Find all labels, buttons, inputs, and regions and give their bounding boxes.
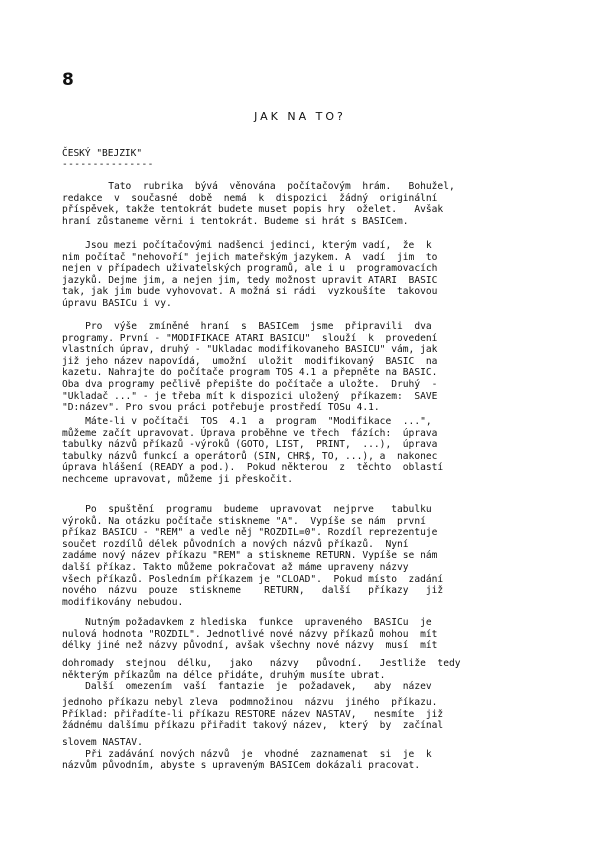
paragraph-length-rule: dohromady stejnou délku, jako názvy původní. Jestliže tedy některým příkazům na délce přidáte, druhým musíte ubrat. Další omezením vaší fantazie je požadavek, aby název (62, 658, 461, 693)
section-underline: --------------- (62, 159, 154, 170)
paragraph-procedure: Po spuštění programu budeme upravovat nejprve tabulku výroků. Na otázku počítače stiskneme "A". Vypíše se nám první příkaz BASICU - "REM" a vedle něj "ROZDIL=0". Rozdíl reprezentuje součet rozdílů délek původních a nových názvů příkazů. Nyní zadáme nový název příkazu "REM" a stiskneme RETURN. Vypíše se nám další příkaz. Takto můžeme pokračovat až máme upraveny názvy všech příkazů. Posledním příkazem je "CLOAD". Pokud místo zadání nového názvu pouze stiskneme RETURN, další příkazy již modifikovány nebudou. (62, 504, 444, 608)
section-heading: ČESKÝ "BEJZIK" (62, 148, 143, 159)
paragraph-requirement: Nutným požadavkem z hlediska funkce upraveného BASICu je nulová hodnota "ROZDIL". Jednotlivé nové názvy příkazů mohou mít délky jiné než názvy původní, avšak všechny nové názvy musí mít (62, 617, 438, 652)
paragraph-intro: Tato rubrika bývá věnována počítačovým hrám. Bohužel, redakce v současné době nemá k dispozici žádný originální příspěvek, takže tentokrát budete muset popis hry oželet. Avšak hraní zůstaneme věrni i tentokrát. Budeme si hrát s BASICem. (62, 181, 455, 227)
paragraph-programs: Pro výše zmíněné hraní s BASICem jsme připravili dva programy. První - "MODIFIKACE ATARI BASICU" slouží k provedení vlastních úprav, druhý - "Ukladac modifikovaneho BASICU" vám, jak již jeho název napovídá, umožní uložit modifikovaný BASIC na kazetu. Nahrajte do počítače program TOS 4.1 a přepněte na BASIC. Oba dva programy pečlivě přepište do počítače a uložte. Druhý - "Ukladač ..." - je třeba mít k dispozici uložený příkazem: SAVE "D:název". Pro svou práci potřebuje prostředí TOSu 4.1. (62, 321, 438, 414)
paragraph-closing: slovem NASTAV. Při zadávání nových názvů je vhodné zaznamenat si je k názvům původním, abyste s upraveným BASICem dokázali pracovat. (62, 737, 432, 772)
page-number: 8 (62, 70, 74, 90)
paragraph-motivation: Jsou mezi počítačovými nadšenci jedinci, kterým vadí, že k nim počítač "nehovoří" jejich mateřským jazykem. A vadí jim to nejen v případech uživatelských programů, ale i u programovacích jazyků. Dejme jim, a nejen jim, tedy možnost upravit ATARI BASIC tak, jak jim bude vyhovovat. A možná si rádi vyzkoušíte takovou úpravu BASICu i vy. (62, 240, 438, 309)
paragraph-prefix-rule: jednoho příkazu nebyl zleva podmnožinou názvu jiného příkazu. Příklad: přiřadíte-li příkazu RESTORE název NASTAV, nesmíte již žádnému dalšímu příkazu přiřadit takový název, který by začínal (62, 697, 444, 732)
article-title: JAK NA TO? (254, 110, 346, 123)
paragraph-phases: Máte-li v počítači TOS 4.1 a program "Modifikace ...", můžeme začít upravovat. Úprava proběhne ve třech fázích: úprava tabulky názvů příkazů -výroků (GOTO, LIST, PRINT, ...), úprava tabulky názvů funkcí a operátorů (SIN, CHR$, TO, ...), a nakonec úprava hlášení (READY a pod.). Pokud některou z těchto oblastí nechceme upravovat, můžeme ji přeskočit. (62, 416, 444, 485)
